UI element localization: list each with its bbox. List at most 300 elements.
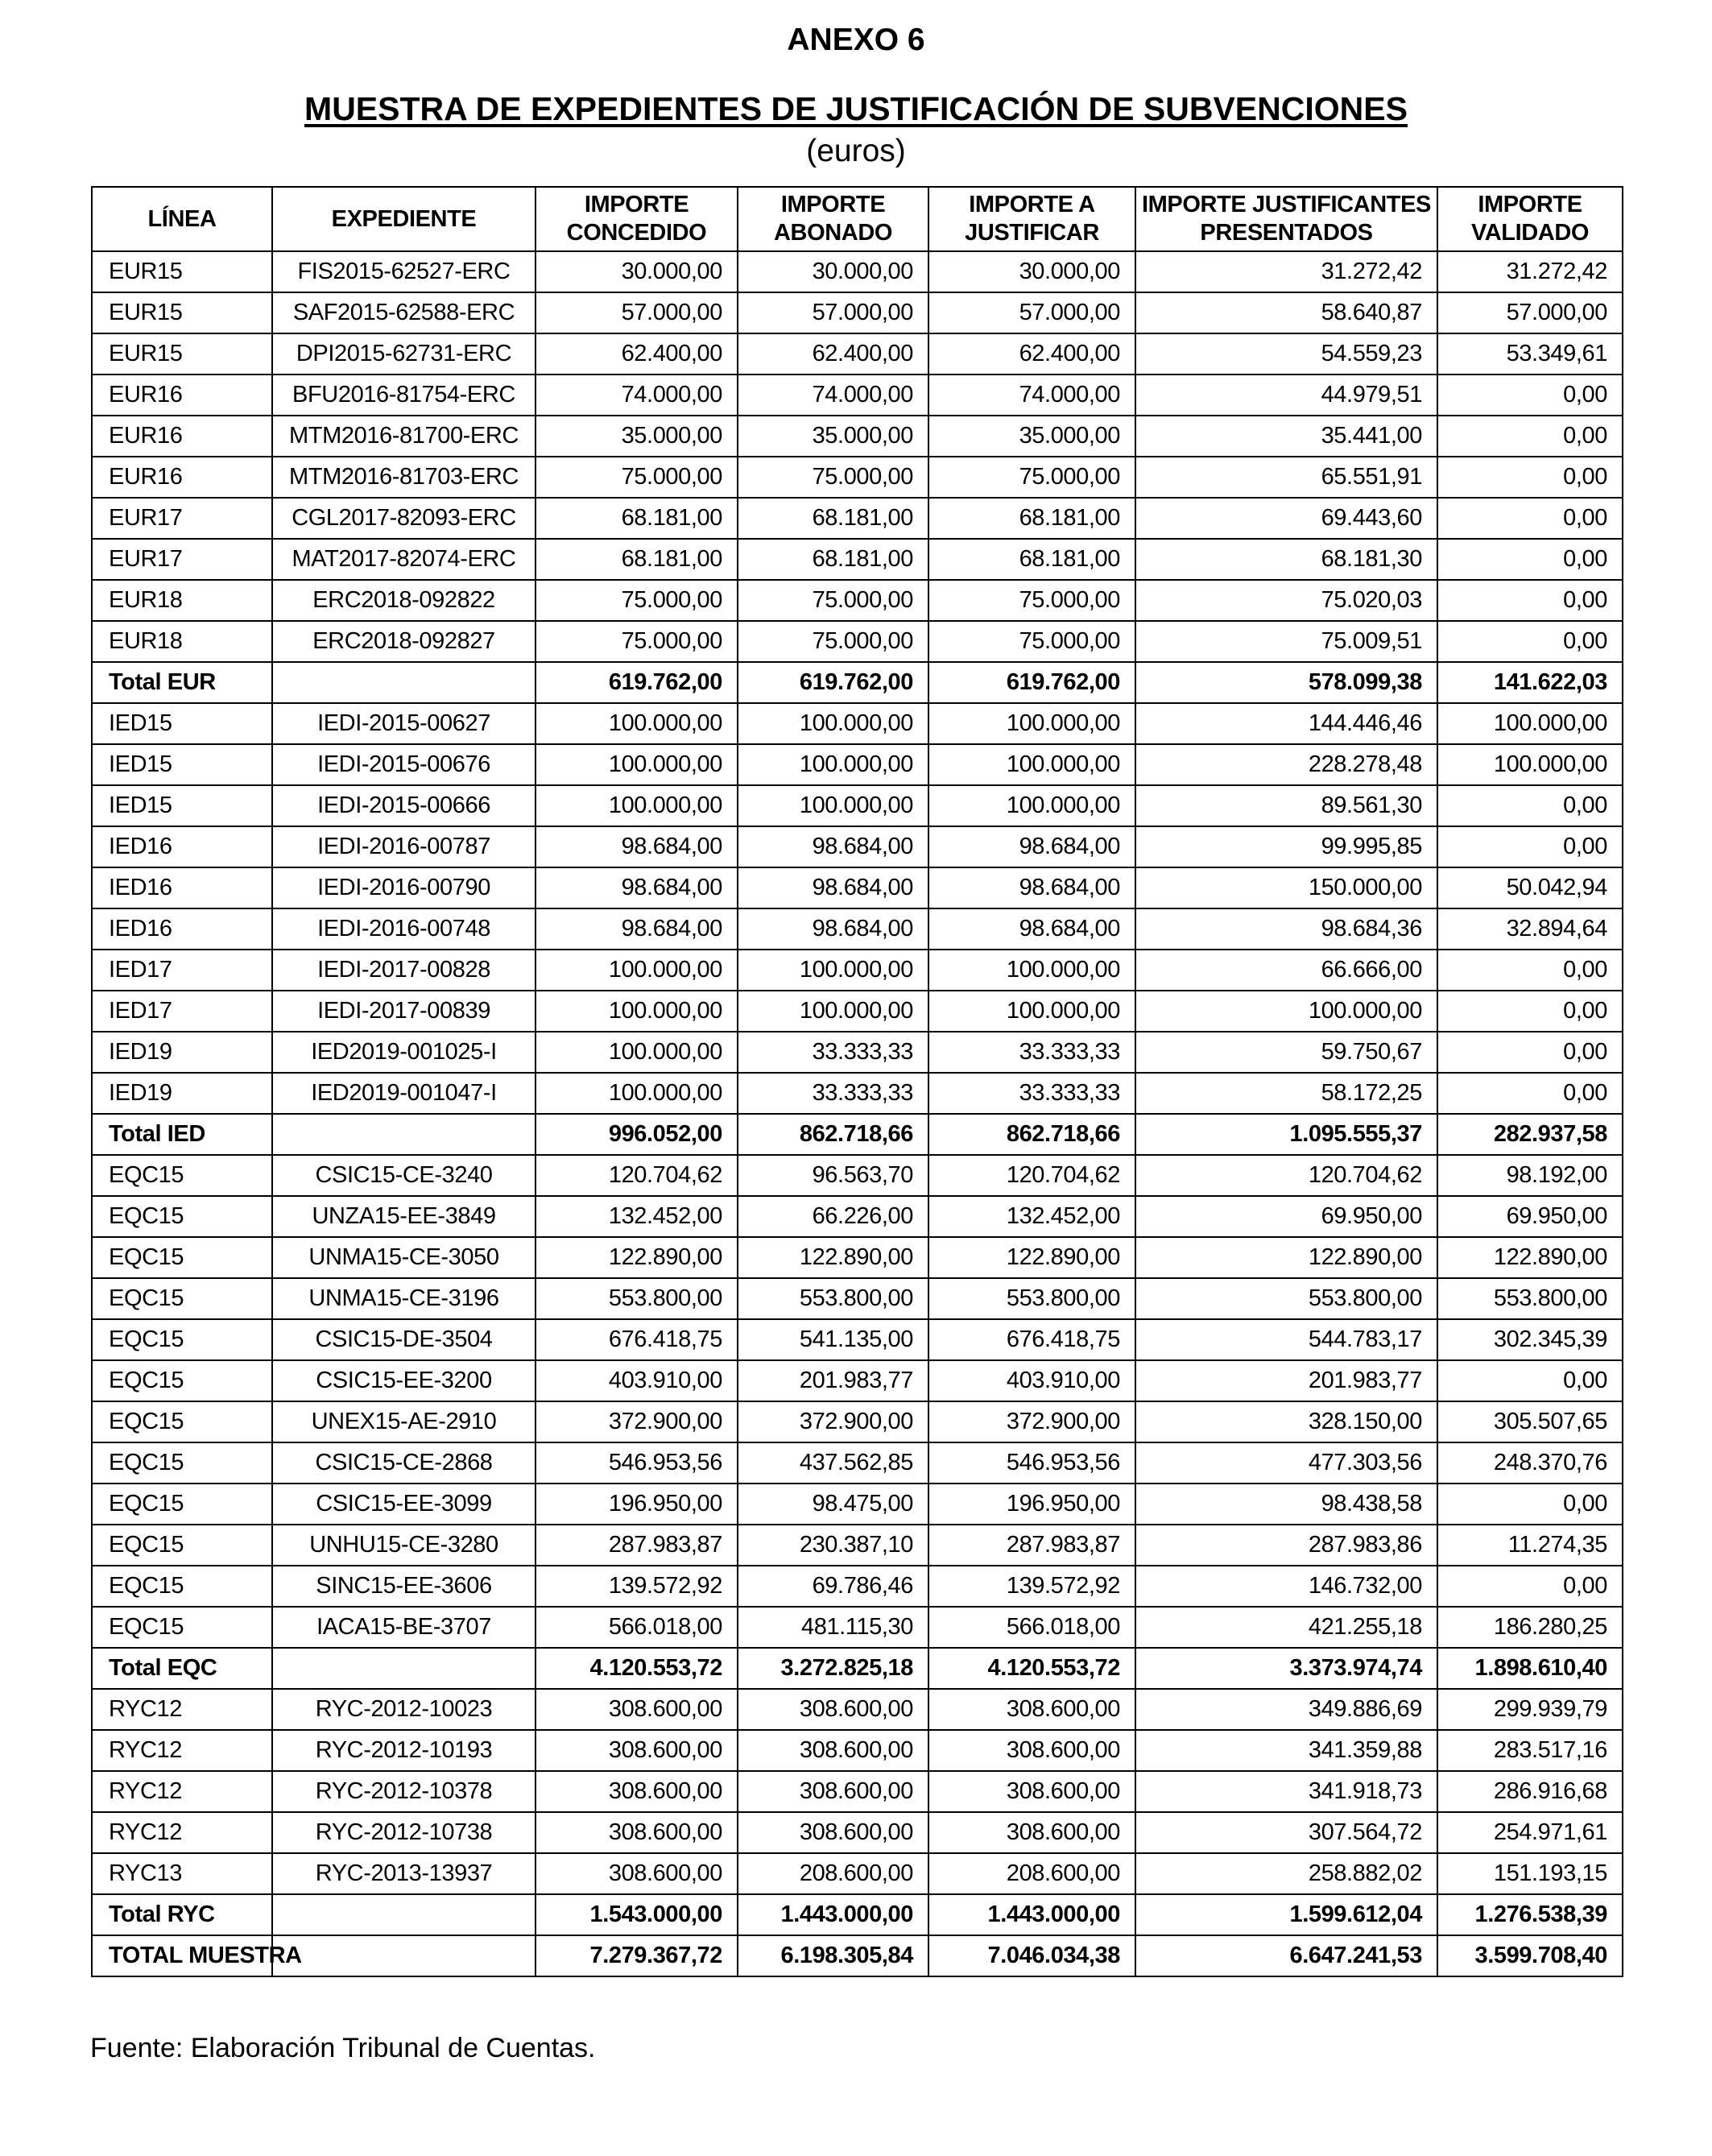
cell-linea: IED16 [92, 867, 272, 908]
cell-justificantes: 58.640,87 [1135, 292, 1437, 333]
cell-linea: IED17 [92, 991, 272, 1032]
table-body [92, 251, 1623, 1976]
cell-a-justificar: 33.333,33 [928, 1073, 1135, 1114]
cell-expediente: RYC-2012-10378 [272, 1771, 536, 1812]
cell-validado: 0,00 [1437, 621, 1623, 662]
cell-validado: 57.000,00 [1437, 292, 1623, 333]
cell-concedido: 122.890,00 [536, 1237, 738, 1278]
document-title-text: MUESTRA DE EXPEDIENTES DE JUSTIFICACIÓN DE SUBVENCIONES [304, 90, 1408, 127]
cell-linea: EUR16 [92, 457, 272, 498]
table-row [92, 991, 1623, 1032]
cell-validado: 553.800,00 [1437, 1278, 1623, 1319]
cell-justificantes: 65.551,91 [1135, 457, 1437, 498]
cell-a-justificar: 676.418,75 [928, 1319, 1135, 1360]
cell-linea: EUR17 [92, 539, 272, 580]
cell-validado: 3.599.708,40 [1437, 1935, 1623, 1976]
cell-concedido: 132.452,00 [536, 1196, 738, 1237]
header-line: JUSTIFICAR [965, 220, 1099, 246]
cell-expediente [272, 662, 536, 703]
cell-expediente: IEDI-2016-00790 [272, 867, 536, 908]
cell-a-justificar: 98.684,00 [928, 908, 1135, 950]
cell-a-justificar: 33.333,33 [928, 1032, 1135, 1073]
cell-linea: Total IED [92, 1114, 272, 1155]
cell-expediente: RYC-2012-10738 [272, 1812, 536, 1853]
cell-abonado: 862.718,66 [738, 1114, 928, 1155]
cell-expediente: IEDI-2015-00666 [272, 785, 536, 826]
cell-justificantes: 69.950,00 [1135, 1196, 1437, 1237]
header-line: IMPORTE JUSTIFICANTES [1142, 192, 1431, 217]
cell-linea: EQC15 [92, 1155, 272, 1196]
header-line: IMPORTE [1478, 192, 1582, 217]
cell-concedido: 98.684,00 [536, 867, 738, 908]
cell-concedido: 100.000,00 [536, 744, 738, 785]
cell-linea: IED19 [92, 1073, 272, 1114]
cell-justificantes: 69.443,60 [1135, 498, 1437, 539]
cell-justificantes: 99.995,85 [1135, 826, 1437, 867]
cell-concedido: 100.000,00 [536, 785, 738, 826]
cell-concedido: 75.000,00 [536, 621, 738, 662]
cell-validado: 32.894,64 [1437, 908, 1623, 950]
cell-abonado: 98.684,00 [738, 867, 928, 908]
table-row [92, 826, 1623, 867]
cell-linea: EQC15 [92, 1319, 272, 1360]
header-line: CONCEDIDO [566, 220, 707, 246]
cell-concedido: 62.400,00 [536, 333, 738, 375]
cell-expediente [272, 1894, 536, 1935]
table-row [92, 1278, 1623, 1319]
header-line: IMPORTE [584, 192, 689, 217]
cell-validado: 248.370,76 [1437, 1442, 1623, 1484]
cell-concedido: 4.120.553,72 [536, 1648, 738, 1689]
cell-abonado: 96.563,70 [738, 1155, 928, 1196]
table-total-row [92, 1114, 1623, 1155]
cell-abonado: 308.600,00 [738, 1689, 928, 1730]
cell-concedido: 57.000,00 [536, 292, 738, 333]
header-linea: LÍNEA [92, 187, 272, 251]
cell-concedido: 403.910,00 [536, 1360, 738, 1401]
table-header-row [92, 187, 1623, 251]
table-row [92, 1442, 1623, 1484]
table-row [92, 580, 1623, 621]
table-row [92, 1401, 1623, 1442]
table-row [92, 1073, 1623, 1114]
cell-a-justificar: 68.181,00 [928, 539, 1135, 580]
cell-validado: 0,00 [1437, 457, 1623, 498]
table-row [92, 457, 1623, 498]
cell-expediente: RYC-2012-10023 [272, 1689, 536, 1730]
cell-a-justificar: 308.600,00 [928, 1730, 1135, 1771]
cell-concedido: 308.600,00 [536, 1689, 738, 1730]
cell-linea: RYC12 [92, 1812, 272, 1853]
header-importe-justificantes [1135, 187, 1437, 251]
cell-concedido: 100.000,00 [536, 991, 738, 1032]
cell-expediente: IEDI-2017-00839 [272, 991, 536, 1032]
cell-abonado: 308.600,00 [738, 1771, 928, 1812]
header-importe-concedido [536, 187, 738, 251]
cell-a-justificar: 100.000,00 [928, 785, 1135, 826]
cell-concedido: 196.950,00 [536, 1484, 738, 1525]
cell-linea: EQC15 [92, 1566, 272, 1607]
table-row [92, 1360, 1623, 1401]
cell-concedido: 98.684,00 [536, 908, 738, 950]
cell-linea: IED19 [92, 1032, 272, 1073]
cell-validado: 0,00 [1437, 1073, 1623, 1114]
cell-linea: Total EQC [92, 1648, 272, 1689]
cell-validado: 0,00 [1437, 1032, 1623, 1073]
cell-expediente: FIS2015-62527-ERC [272, 251, 536, 292]
cell-expediente: UNHU15-CE-3280 [272, 1525, 536, 1566]
cell-expediente: UNMA15-CE-3050 [272, 1237, 536, 1278]
cell-validado: 69.950,00 [1437, 1196, 1623, 1237]
cell-justificantes: 1.599.612,04 [1135, 1894, 1437, 1935]
cell-expediente: CSIC15-EE-3099 [272, 1484, 536, 1525]
cell-a-justificar: 100.000,00 [928, 744, 1135, 785]
cell-concedido: 996.052,00 [536, 1114, 738, 1155]
cell-linea: TOTAL MUESTRA [92, 1935, 272, 1976]
header-line: VALIDADO [1470, 220, 1590, 246]
cell-justificantes: 421.255,18 [1135, 1607, 1437, 1648]
cell-justificantes: 31.272,42 [1135, 251, 1437, 292]
cell-justificantes: 35.441,00 [1135, 416, 1437, 457]
cell-validado: 0,00 [1437, 991, 1623, 1032]
table-row [92, 1484, 1623, 1525]
cell-concedido: 287.983,87 [536, 1525, 738, 1566]
cell-linea: RYC12 [92, 1689, 272, 1730]
cell-a-justificar: 196.950,00 [928, 1484, 1135, 1525]
cell-abonado: 30.000,00 [738, 251, 928, 292]
cell-validado: 283.517,16 [1437, 1730, 1623, 1771]
table-row [92, 703, 1623, 744]
cell-justificantes: 258.882,02 [1135, 1853, 1437, 1894]
cell-abonado: 33.333,33 [738, 1073, 928, 1114]
cell-a-justificar: 98.684,00 [928, 826, 1135, 867]
header-line: PRESENTADOS [1200, 220, 1373, 246]
table-row [92, 744, 1623, 785]
table-row [92, 1032, 1623, 1073]
cell-concedido: 619.762,00 [536, 662, 738, 703]
cell-justificantes: 122.890,00 [1135, 1237, 1437, 1278]
cell-expediente: IEDI-2016-00787 [272, 826, 536, 867]
cell-a-justificar: 287.983,87 [928, 1525, 1135, 1566]
cell-justificantes: 146.732,00 [1135, 1566, 1437, 1607]
cell-validado: 100.000,00 [1437, 744, 1623, 785]
cell-justificantes: 477.303,56 [1135, 1442, 1437, 1484]
cell-justificantes: 228.278,48 [1135, 744, 1437, 785]
cell-a-justificar: 62.400,00 [928, 333, 1135, 375]
cell-a-justificar: 208.600,00 [928, 1853, 1135, 1894]
cell-justificantes: 3.373.974,74 [1135, 1648, 1437, 1689]
table-total-row [92, 1935, 1623, 1976]
cell-linea: EQC15 [92, 1525, 272, 1566]
cell-abonado: 3.272.825,18 [738, 1648, 928, 1689]
cell-justificantes: 287.983,86 [1135, 1525, 1437, 1566]
cell-abonado: 201.983,77 [738, 1360, 928, 1401]
cell-abonado: 98.684,00 [738, 826, 928, 867]
cell-expediente [272, 1114, 536, 1155]
cell-validado: 100.000,00 [1437, 703, 1623, 744]
cell-validado: 122.890,00 [1437, 1237, 1623, 1278]
cell-validado: 98.192,00 [1437, 1155, 1623, 1196]
cell-a-justificar: 4.120.553,72 [928, 1648, 1135, 1689]
table-row [92, 1525, 1623, 1566]
cell-abonado: 68.181,00 [738, 498, 928, 539]
grants-sample-table [91, 186, 1623, 1977]
cell-linea: IED15 [92, 785, 272, 826]
cell-linea: IED16 [92, 908, 272, 950]
cell-validado: 305.507,65 [1437, 1401, 1623, 1442]
table-row [92, 1812, 1623, 1853]
cell-abonado: 6.198.305,84 [738, 1935, 928, 1976]
cell-abonado: 68.181,00 [738, 539, 928, 580]
cell-a-justificar: 74.000,00 [928, 375, 1135, 416]
cell-linea: EUR18 [92, 621, 272, 662]
cell-abonado: 1.443.000,00 [738, 1894, 928, 1935]
cell-abonado: 372.900,00 [738, 1401, 928, 1442]
cell-concedido: 100.000,00 [536, 950, 738, 991]
table-total-row [92, 1894, 1623, 1935]
cell-expediente: CSIC15-DE-3504 [272, 1319, 536, 1360]
cell-linea: EUR16 [92, 416, 272, 457]
table-row [92, 1155, 1623, 1196]
cell-validado: 1.898.610,40 [1437, 1648, 1623, 1689]
cell-abonado: 100.000,00 [738, 950, 928, 991]
cell-justificantes: 98.684,36 [1135, 908, 1437, 950]
cell-concedido: 68.181,00 [536, 539, 738, 580]
table-row [92, 292, 1623, 333]
cell-validado: 299.939,79 [1437, 1689, 1623, 1730]
cell-expediente: DPI2015-62731-ERC [272, 333, 536, 375]
cell-justificantes: 349.886,69 [1135, 1689, 1437, 1730]
cell-abonado: 308.600,00 [738, 1812, 928, 1853]
cell-linea: IED16 [92, 826, 272, 867]
cell-linea: EQC15 [92, 1484, 272, 1525]
cell-linea: EUR17 [92, 498, 272, 539]
cell-justificantes: 307.564,72 [1135, 1812, 1437, 1853]
cell-validado: 302.345,39 [1437, 1319, 1623, 1360]
cell-validado: 186.280,25 [1437, 1607, 1623, 1648]
cell-a-justificar: 100.000,00 [928, 703, 1135, 744]
cell-validado: 0,00 [1437, 1484, 1623, 1525]
cell-justificantes: 6.647.241,53 [1135, 1935, 1437, 1976]
cell-abonado: 122.890,00 [738, 1237, 928, 1278]
cell-a-justificar: 862.718,66 [928, 1114, 1135, 1155]
cell-linea: EQC15 [92, 1360, 272, 1401]
cell-expediente: RYC-2012-10193 [272, 1730, 536, 1771]
cell-justificantes: 120.704,62 [1135, 1155, 1437, 1196]
cell-justificantes: 100.000,00 [1135, 991, 1437, 1032]
cell-concedido: 35.000,00 [536, 416, 738, 457]
cell-concedido: 308.600,00 [536, 1730, 738, 1771]
cell-concedido: 68.181,00 [536, 498, 738, 539]
cell-a-justificar: 1.443.000,00 [928, 1894, 1135, 1935]
cell-concedido: 98.684,00 [536, 826, 738, 867]
cell-linea: EUR18 [92, 580, 272, 621]
cell-validado: 0,00 [1437, 950, 1623, 991]
cell-linea: Total RYC [92, 1894, 272, 1935]
cell-expediente: MTM2016-81703-ERC [272, 457, 536, 498]
table-row [92, 950, 1623, 991]
table-total-row [92, 662, 1623, 703]
cell-abonado: 75.000,00 [738, 621, 928, 662]
table-row [92, 867, 1623, 908]
cell-linea: RYC12 [92, 1771, 272, 1812]
cell-abonado: 481.115,30 [738, 1607, 928, 1648]
cell-expediente [272, 1648, 536, 1689]
cell-linea: Total EUR [92, 662, 272, 703]
cell-concedido: 308.600,00 [536, 1812, 738, 1853]
header-importe-validado [1437, 187, 1623, 251]
cell-a-justificar: 566.018,00 [928, 1607, 1135, 1648]
cell-a-justificar: 75.000,00 [928, 621, 1135, 662]
cell-expediente: SAF2015-62588-ERC [272, 292, 536, 333]
cell-expediente: IACA15-BE-3707 [272, 1607, 536, 1648]
cell-validado: 0,00 [1437, 539, 1623, 580]
cell-justificantes: 341.359,88 [1135, 1730, 1437, 1771]
cell-justificantes: 98.438,58 [1135, 1484, 1437, 1525]
cell-abonado: 619.762,00 [738, 662, 928, 703]
table-row [92, 1196, 1623, 1237]
table-row [92, 375, 1623, 416]
cell-linea: EUR15 [92, 292, 272, 333]
cell-validado: 254.971,61 [1437, 1812, 1623, 1853]
cell-expediente: BFU2016-81754-ERC [272, 375, 536, 416]
cell-a-justificar: 308.600,00 [928, 1812, 1135, 1853]
cell-expediente: IEDI-2016-00748 [272, 908, 536, 950]
cell-linea: EQC15 [92, 1442, 272, 1484]
cell-justificantes: 144.446,46 [1135, 703, 1437, 744]
cell-justificantes: 150.000,00 [1135, 867, 1437, 908]
cell-a-justificar: 75.000,00 [928, 580, 1135, 621]
cell-validado: 0,00 [1437, 498, 1623, 539]
cell-justificantes: 553.800,00 [1135, 1278, 1437, 1319]
cell-concedido: 139.572,92 [536, 1566, 738, 1607]
cell-a-justificar: 403.910,00 [928, 1360, 1135, 1401]
cell-concedido: 372.900,00 [536, 1401, 738, 1442]
cell-concedido: 100.000,00 [536, 1073, 738, 1114]
cell-justificantes: 544.783,17 [1135, 1319, 1437, 1360]
table-row [92, 1771, 1623, 1812]
cell-abonado: 541.135,00 [738, 1319, 928, 1360]
cell-expediente: CSIC15-CE-3240 [272, 1155, 536, 1196]
cell-expediente: IED2019-001047-I [272, 1073, 536, 1114]
cell-justificantes: 66.666,00 [1135, 950, 1437, 991]
table-row [92, 416, 1623, 457]
cell-validado: 0,00 [1437, 785, 1623, 826]
cell-abonado: 230.387,10 [738, 1525, 928, 1566]
cell-concedido: 100.000,00 [536, 1032, 738, 1073]
cell-expediente: UNZA15-EE-3849 [272, 1196, 536, 1237]
cell-justificantes: 44.979,51 [1135, 375, 1437, 416]
cell-justificantes: 58.172,25 [1135, 1073, 1437, 1114]
cell-linea: RYC13 [92, 1853, 272, 1894]
cell-validado: 141.622,03 [1437, 662, 1623, 703]
cell-concedido: 75.000,00 [536, 457, 738, 498]
cell-linea: EUR16 [92, 375, 272, 416]
cell-a-justificar: 122.890,00 [928, 1237, 1135, 1278]
cell-validado: 0,00 [1437, 580, 1623, 621]
cell-expediente: IEDI-2015-00676 [272, 744, 536, 785]
cell-expediente: MAT2017-82074-ERC [272, 539, 536, 580]
cell-concedido: 553.800,00 [536, 1278, 738, 1319]
cell-validado: 151.193,15 [1437, 1853, 1623, 1894]
cell-expediente: UNMA15-CE-3196 [272, 1278, 536, 1319]
cell-justificantes: 328.150,00 [1135, 1401, 1437, 1442]
cell-expediente: SINC15-EE-3606 [272, 1566, 536, 1607]
cell-linea: EUR15 [92, 333, 272, 375]
cell-a-justificar: 68.181,00 [928, 498, 1135, 539]
cell-a-justificar: 132.452,00 [928, 1196, 1135, 1237]
table-row [92, 621, 1623, 662]
cell-abonado: 553.800,00 [738, 1278, 928, 1319]
cell-abonado: 100.000,00 [738, 785, 928, 826]
table-row [92, 1566, 1623, 1607]
table-row [92, 1237, 1623, 1278]
cell-concedido: 30.000,00 [536, 251, 738, 292]
cell-abonado: 98.684,00 [738, 908, 928, 950]
cell-linea: EQC15 [92, 1196, 272, 1237]
cell-a-justificar: 553.800,00 [928, 1278, 1135, 1319]
cell-validado: 50.042,94 [1437, 867, 1623, 908]
cell-abonado: 75.000,00 [738, 580, 928, 621]
cell-validado: 1.276.538,39 [1437, 1894, 1623, 1935]
cell-linea: EQC15 [92, 1607, 272, 1648]
cell-expediente: ERC2018-092827 [272, 621, 536, 662]
cell-justificantes: 578.099,38 [1135, 662, 1437, 703]
cell-validado: 0,00 [1437, 1360, 1623, 1401]
table-row [92, 251, 1623, 292]
table-row [92, 1689, 1623, 1730]
cell-expediente: RYC-2013-13937 [272, 1853, 536, 1894]
table-row [92, 1319, 1623, 1360]
cell-validado: 282.937,58 [1437, 1114, 1623, 1155]
cell-validado: 0,00 [1437, 1566, 1623, 1607]
cell-abonado: 33.333,33 [738, 1032, 928, 1073]
cell-a-justificar: 372.900,00 [928, 1401, 1135, 1442]
cell-justificantes: 1.095.555,37 [1135, 1114, 1437, 1155]
header-line: IMPORTE [780, 192, 886, 217]
cell-expediente: ERC2018-092822 [272, 580, 536, 621]
cell-a-justificar: 100.000,00 [928, 991, 1135, 1032]
cell-concedido: 676.418,75 [536, 1319, 738, 1360]
cell-expediente: CGL2017-82093-ERC [272, 498, 536, 539]
table-row [92, 1853, 1623, 1894]
cell-abonado: 100.000,00 [738, 744, 928, 785]
table-row [92, 539, 1623, 580]
cell-justificantes: 54.559,23 [1135, 333, 1437, 375]
cell-linea: EQC15 [92, 1278, 272, 1319]
cell-linea: RYC12 [92, 1730, 272, 1771]
cell-abonado: 100.000,00 [738, 991, 928, 1032]
cell-justificantes: 68.181,30 [1135, 539, 1437, 580]
cell-concedido: 546.953,56 [536, 1442, 738, 1484]
cell-validado: 53.349,61 [1437, 333, 1623, 375]
cell-expediente: IEDI-2015-00627 [272, 703, 536, 744]
cell-justificantes: 59.750,67 [1135, 1032, 1437, 1073]
cell-abonado: 62.400,00 [738, 333, 928, 375]
cell-justificantes: 75.020,03 [1135, 580, 1437, 621]
header-importe-a-justificar [928, 187, 1135, 251]
cell-a-justificar: 98.684,00 [928, 867, 1135, 908]
cell-concedido: 308.600,00 [536, 1853, 738, 1894]
cell-abonado: 208.600,00 [738, 1853, 928, 1894]
table-row [92, 1607, 1623, 1648]
cell-a-justificar: 619.762,00 [928, 662, 1135, 703]
cell-concedido: 74.000,00 [536, 375, 738, 416]
cell-justificantes: 341.918,73 [1135, 1771, 1437, 1812]
cell-expediente: MTM2016-81700-ERC [272, 416, 536, 457]
cell-abonado: 98.475,00 [738, 1484, 928, 1525]
cell-a-justificar: 139.572,92 [928, 1566, 1135, 1607]
